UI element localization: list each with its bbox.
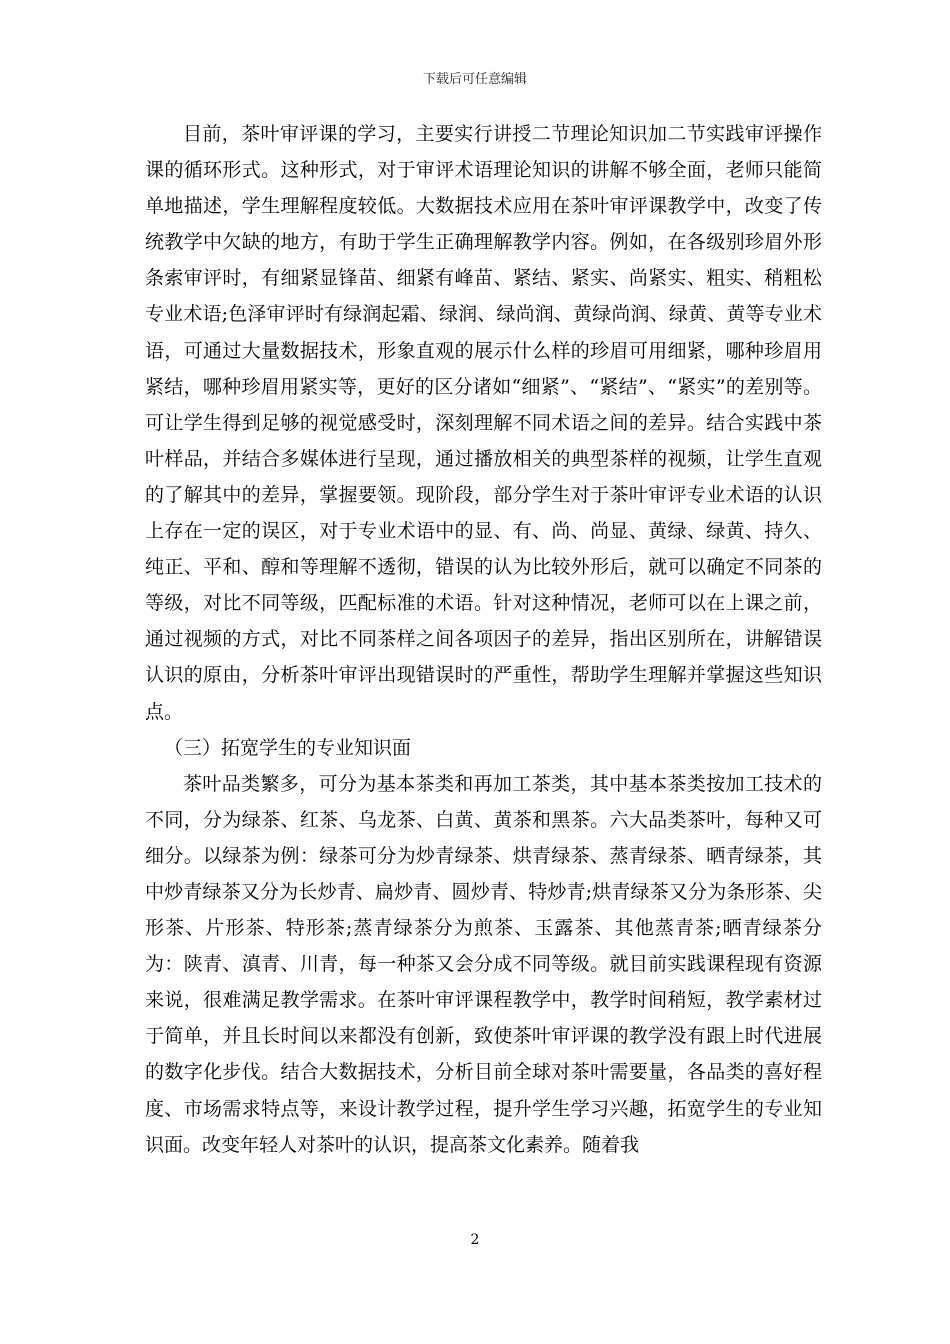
page-header: 下载后可任意编辑 [422,72,527,87]
body-paragraph: 茶叶品类繁多，可分为基本茶类和再加工茶类，其中基本茶类按加工技术的不同，分为绿茶、红茶、乌龙茶、白黄、黄茶和黑茶。六大品类茶叶，每种又可细分。以绿茶为例：绿茶可分为炒青绿茶、烘青绿茶、蒸青绿茶、晒青绿茶，其中炒青绿茶又分为长炒青、扁炒青、圆炒青、特炒青;烘青绿茶又分为条形茶、尖形茶、片形茶、特形茶;蒸青绿茶分为煎茶、玉露茶、其他蒸青茶;晒青绿茶分为：陕青、滇青、川青，每一种茶又会分成不同等级。就目前实践课程现有资源来说，很难满足教学需求。在茶叶审评课程教学中，教学时间稍短，教学素材过于简单，并且长时间以来都没有创新，致使茶叶审评课的教学没有跟上时代进展的数字化步伐。结合大数据技术，分析目前全球对茶叶需要量，各品类的喜好程度、市场需求特点等，来设计教学过程，提升学生学习兴趣，拓宽学生的专业知识面。改变年轻人对茶叶的认识，提高茶文化素养。随着我 [145,772,822,1156]
page-body [145,116,822,1163]
body-paragraph: 目前，茶叶审评课的学习，主要实行讲授二节理论知识加二节实践审评操作课的循环形式。这种形式，对于审评术语理论知识的讲解不够全面，老师只能简单地描述，学生理解程度较低。大数据技术应用在茶叶审评课教学中，改变了传统教学中欠缺的地方，有助于学生正确理解教学内容。例如，在各级别珍眉外形条索审评时，有细紧显锋苗、细紧有峰苗、紧结、紧实、尚紧实、粗实、稍粗松专业术语;色泽审评时有绿润起霜、绿润、绿尚润、黄绿尚润、绿黄、黄等专业术语，可通过大量数据技术，形象直观的展示什么样的珍眉可用细紧，哪种珍眉用紧结，哪种珍眉用紧实等，更好的区分诸如“细紧”、“紧结”、“紧实”的差别等。可让学生得到足够的视觉感受时，深刻理解不同术语之间的差异。结合实践中茶叶样品，并结合多媒体进行呈现，通过播放相关的典型茶样的视频，让学生直观的了解其中的差异，掌握要领。现阶段，部分学生对于茶叶审评专业术语的认识上存在一定的误区，对于专业术语中的显、有、尚、尚显、黄绿、绿黄、持久、纯正、平和、醇和等理解不透彻，错误的认为比较外形后，就可以确定不同茶的等级，对比不同等级，匹配标准的术语。针对这种情况，老师可以在上课之前，通过视频的方式，对比不同茶样之间各项因子的差异，指出区别所在，讲解错误认识的原由，分析茶叶审评出现错误时的严重性，帮助学生理解并掌握这些知识点。 [145,123,822,723]
page-number: 2 [470,1232,480,1248]
section-heading: （三）拓宽学生的专业知识面 [164,736,412,759]
